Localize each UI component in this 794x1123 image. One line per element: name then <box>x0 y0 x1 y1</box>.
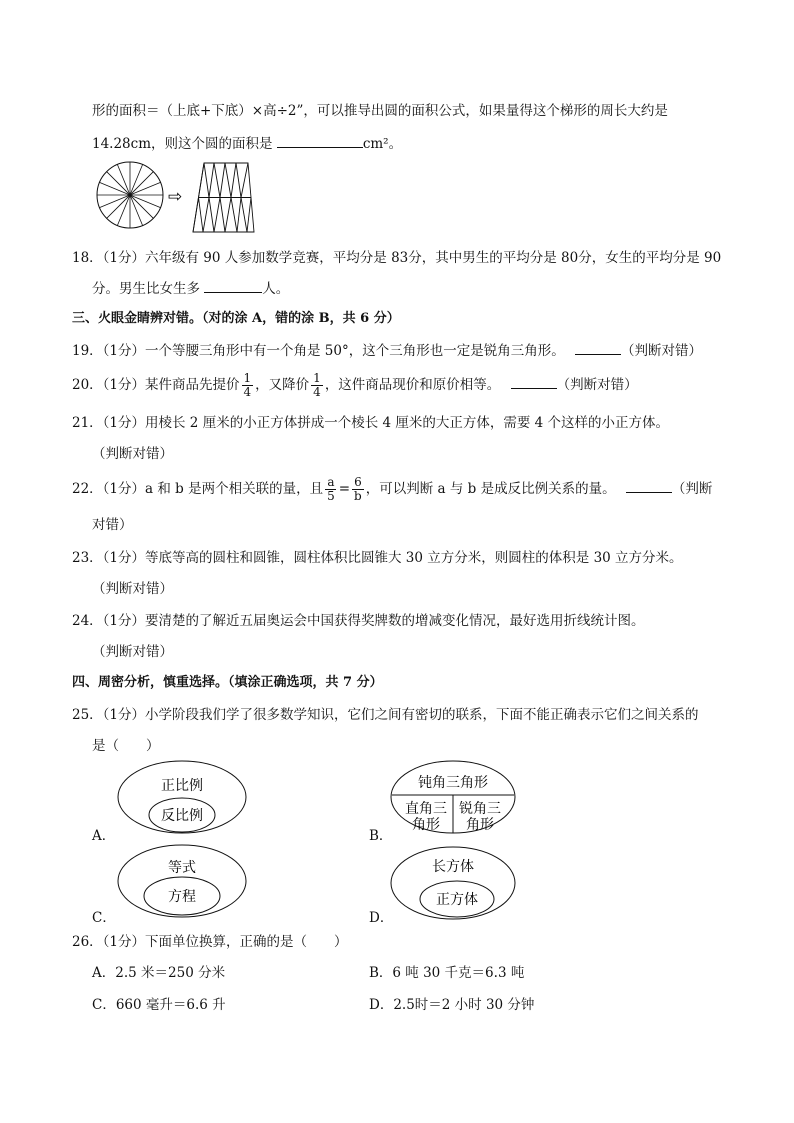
q22 <box>72 476 712 503</box>
q25-option-a-diagram[interactable] <box>116 760 250 836</box>
q23-judge: （判断对错） <box>92 581 173 597</box>
q26-option-d[interactable]: D．2.5时＝2 小时 30 分钟 <box>369 997 535 1013</box>
q17-line2-prefix: 14.28cm，则这个圆的面积是 <box>92 136 273 152</box>
q17-line1: 形的面积＝（上底+下底）×高÷2”，可以推导出圆的面积公式，如果量得这个梯形的周长大约是 <box>92 103 668 119</box>
q25-option-c-diagram[interactable] <box>116 844 250 920</box>
q22-fraction-2: $\frac{6}{b}$ <box>354 475 362 503</box>
q17-unit: cm²。 <box>362 136 403 152</box>
q25-option-b-diagram[interactable] <box>390 760 518 836</box>
sectored-circle <box>97 162 163 228</box>
q18-line1: 18．（1分）六年级有 90 人参加数学竞赛，平均分是 83分，其中男生的平均分是 80分，女生的平均分是 90 <box>72 250 722 266</box>
q25-option-c-label[interactable]: C． <box>92 910 116 926</box>
q25-d-outer-label: 长方体 <box>432 859 474 875</box>
q25-b-left-label-2: 角形 <box>412 817 440 833</box>
q26-option-b[interactable]: B．6 吨 30 千克＝6.3 吨 <box>369 965 525 981</box>
q20-fraction-2: $\frac{1}{4}$ <box>313 371 321 399</box>
q26-option-c[interactable]: C．660 毫升＝6.6 升 <box>92 997 226 1013</box>
q20-answer-blank[interactable] <box>511 374 557 389</box>
arrow-icon: ⇨ <box>168 187 183 207</box>
circle-to-trapezoid-figure <box>94 160 354 238</box>
q25-b-right-label-1: 锐角三 <box>459 801 501 817</box>
q19-text: 19．（1分）一个等腰三角形中有一个角是 50°，这个三角形也一定是锐角三角形。 <box>72 343 565 359</box>
q22-part1: 22．（1分）a 和 b 是两个相关联的量，且 <box>72 481 324 497</box>
q24-judge: （判断对错） <box>92 644 173 660</box>
q20-fraction-1: $\frac{1}{4}$ <box>243 371 252 399</box>
q21-judge: （判断对错） <box>92 446 173 462</box>
q20-judge: （判断对错） <box>556 377 638 393</box>
q22-fraction-1: $\frac{a}{5}$ <box>327 475 335 503</box>
q25-a-outer-label: 正比例 <box>161 778 203 794</box>
q20-part3: ，这件商品现价和原价相等。 <box>324 377 501 393</box>
section-4-heading: 四、周密分析，慎重选择。（填涂正确选项，共 7 分） <box>72 675 383 690</box>
q25-b-right-label-2: 角形 <box>466 817 494 833</box>
section-3-heading: 三、火眼金睛辨对错。（对的涂 A，错的涂 B，共 6 分） <box>72 311 400 326</box>
q18-prefix: 分。男生比女生多 <box>92 281 200 297</box>
q22-answer-blank[interactable] <box>626 478 672 493</box>
q26-option-a[interactable]: A．2.5 米＝250 分米 <box>92 965 226 981</box>
q25-a-inner-label: 反比例 <box>161 808 203 824</box>
q22-equals: = <box>338 481 351 497</box>
q20 <box>72 372 638 399</box>
q24-line1: 24．（1分）要清楚的了解近五届奥运会中国获得奖牌数的增减变化情况，最好选用折线统计图。 <box>72 613 645 629</box>
q18-answer-blank[interactable] <box>204 278 262 293</box>
q20-part2: ，又降价 <box>255 377 310 393</box>
q25-option-d-diagram[interactable] <box>390 846 518 922</box>
q18-line2 <box>92 278 289 299</box>
trapezoid-figure <box>193 163 254 232</box>
q25-option-b-label[interactable]: B． <box>369 828 393 844</box>
q19 <box>72 340 702 361</box>
q19-answer-blank[interactable] <box>575 340 621 355</box>
q25-b-left-label-1: 直角三 <box>405 801 447 817</box>
q22-part2: ，可以判断 a 与 b 是成反比例关系的量。 <box>365 481 616 497</box>
q18-suffix: 人。 <box>262 281 290 297</box>
q25-line2: 是（ ） <box>92 738 160 754</box>
q25-c-inner-label: 方程 <box>168 889 196 905</box>
q19-judge: （判断对错） <box>621 343 703 359</box>
q22-judge-end: 对错） <box>92 517 133 533</box>
q25-d-inner-label: 正方体 <box>436 892 478 908</box>
q20-part1: 20．（1分）某件商品先提价 <box>72 377 240 393</box>
q17-line2 <box>92 133 402 154</box>
q25-line1: 25．（1分）小学阶段我们学了很多数学知识，它们之间有密切的联系，下面不能正确表示它们之间关系的 <box>72 707 699 723</box>
q23-line1: 23．（1分）等底等高的圆柱和圆锥，圆柱体积比圆锥大 30 立方分米，则圆柱的体积是 30 立方分米。 <box>72 550 683 566</box>
q25-c-outer-label: 等式 <box>168 860 196 876</box>
q26-line1: 26．（1分）下面单位换算，正确的是（ ） <box>72 934 348 950</box>
q25-b-top-label: 钝角三角形 <box>418 775 488 791</box>
q25-option-a-label[interactable]: A． <box>92 828 116 844</box>
q17-answer-blank[interactable] <box>277 133 363 148</box>
q21-line1: 21．（1分）用棱长 2 厘米的小正方体拼成一个棱长 4 厘米的大正方体，需要 4 个这样的小正方体。 <box>72 415 670 431</box>
q25-option-d-label[interactable]: D． <box>369 910 394 926</box>
q22-judge-start: （判断 <box>671 481 713 497</box>
